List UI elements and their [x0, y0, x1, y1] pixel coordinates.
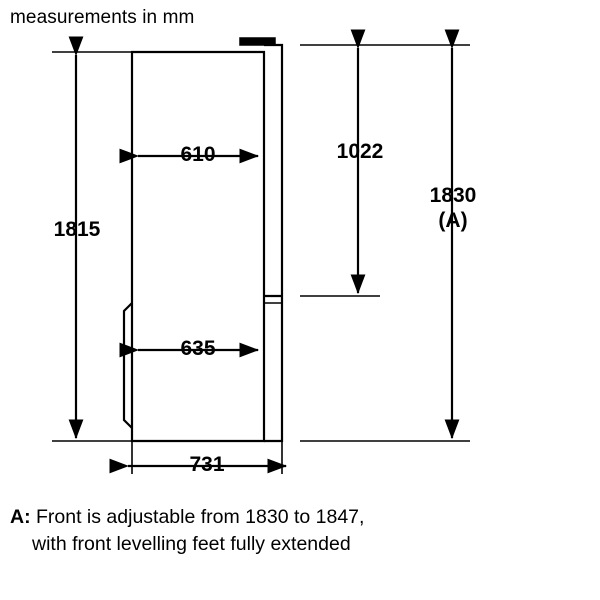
dimension-label-635: 635 — [180, 337, 216, 360]
footnote-line-1: Front is adjustable from 1830 to 1847, — [36, 506, 365, 528]
top-hinge-cap — [240, 38, 275, 45]
dimension-label-610: 610 — [180, 143, 216, 166]
dimension-label-1830-marker: (A) — [438, 209, 468, 232]
dimension-label-1815: 1815 — [53, 218, 101, 241]
units-note: measurements in mm — [10, 7, 195, 28]
dimension-label-1830: 1830 — [429, 184, 477, 207]
dimension-label-1022: 1022 — [336, 140, 384, 163]
dimension-label-731: 731 — [189, 453, 225, 476]
footnote-line-2: with front levelling feet fully extended — [32, 533, 351, 555]
handle-recess — [124, 303, 132, 428]
cabinet-body-outline — [132, 52, 264, 441]
footnote — [10, 504, 590, 558]
front-door-panel — [264, 45, 282, 441]
footnote-marker: A: — [10, 506, 31, 528]
